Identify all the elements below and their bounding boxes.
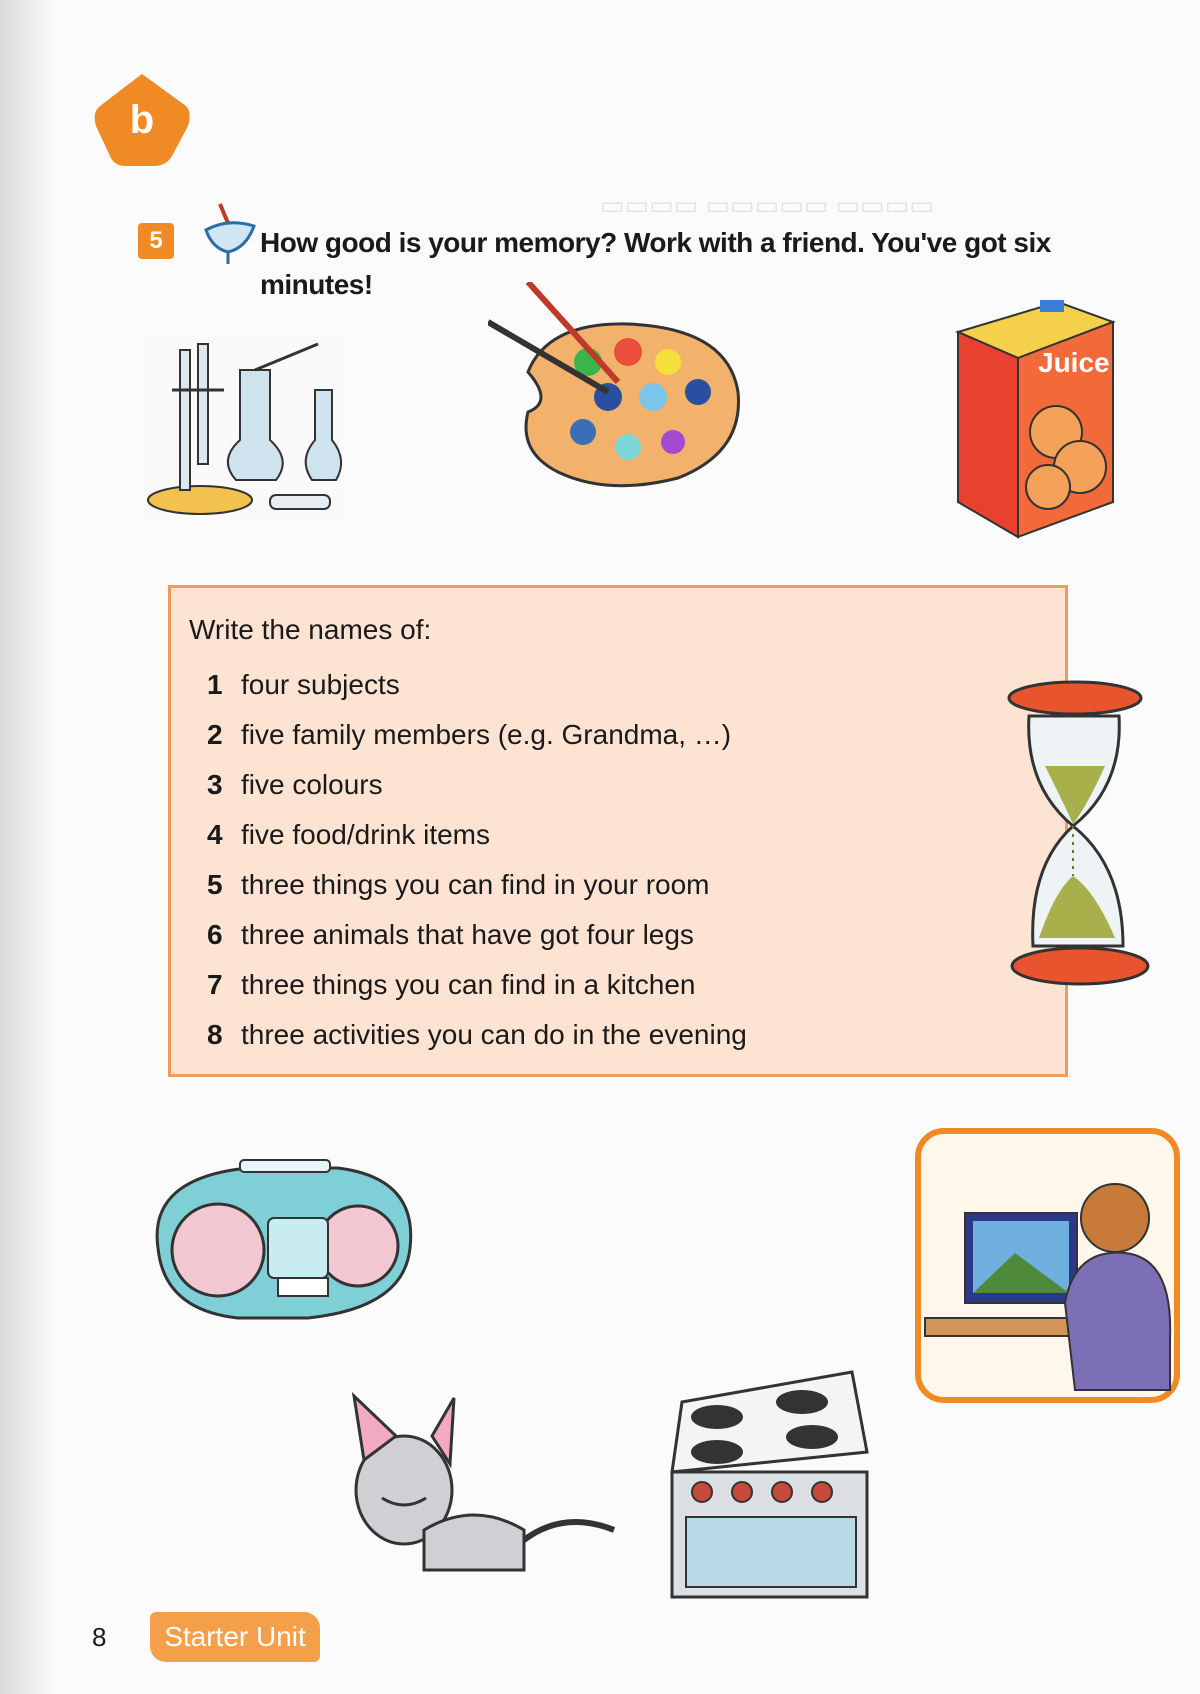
item-number: 3: [207, 769, 223, 800]
item-text: three activities you can do in the evening: [241, 1019, 747, 1050]
item-text: five colours: [241, 769, 383, 800]
exercise-instruction: How good is your memory? Work with a friend. You've got six minutes!: [260, 227, 1051, 300]
task-heading: Write the names of:: [189, 614, 432, 645]
item-number: 4: [207, 819, 223, 850]
item-text: three things you can find in your room: [241, 869, 710, 900]
list-item: [207, 810, 747, 860]
item-number: 5: [207, 869, 223, 900]
task-box: [168, 585, 1068, 1077]
page-gutter-shadow: [0, 0, 60, 1694]
cat-illustration: [324, 1380, 624, 1580]
list-item: [207, 660, 747, 710]
list-item: [207, 710, 747, 760]
task-list: [207, 660, 747, 1060]
hourglass-illustration: [1005, 676, 1155, 991]
item-number: 1: [207, 669, 223, 700]
item-text: three things you can find in a kitchen: [241, 969, 696, 1000]
exercise-number: 5: [138, 223, 174, 259]
unit-label: Starter Unit: [150, 1612, 320, 1662]
show-through-text: ▭▭▭▭ ▭▭▭▭▭ ▭▭▭▭: [600, 190, 934, 220]
item-text: three animals that have got four legs: [241, 919, 694, 950]
item-text: five family members (e.g. Grandma, …): [241, 719, 732, 750]
spinning-top-icon: [198, 200, 258, 270]
item-number: 2: [207, 719, 223, 750]
list-item: [207, 760, 747, 810]
list-item: [207, 960, 747, 1010]
juice-label: Juice: [1038, 347, 1110, 378]
radio-cassette-player-illustration: [128, 1138, 428, 1338]
item-text: four subjects: [241, 669, 400, 700]
lab-equipment-illustration: [140, 330, 350, 525]
item-number: 7: [207, 969, 223, 1000]
juice-carton-illustration: [938, 292, 1123, 542]
list-item: [207, 860, 747, 910]
page-number: 8: [92, 1622, 107, 1652]
section-badge: [92, 70, 192, 170]
cooker-stove-illustration: [662, 1362, 872, 1602]
list-item: [207, 1010, 747, 1060]
paint-palette-illustration: [488, 282, 758, 502]
item-number: 6: [207, 919, 223, 950]
item-text: five food/drink items: [241, 819, 490, 850]
item-number: 8: [207, 1019, 223, 1050]
section-badge-label: b: [129, 98, 155, 142]
boy-at-computer-illustration: [915, 1128, 1180, 1403]
list-item: [207, 910, 747, 960]
